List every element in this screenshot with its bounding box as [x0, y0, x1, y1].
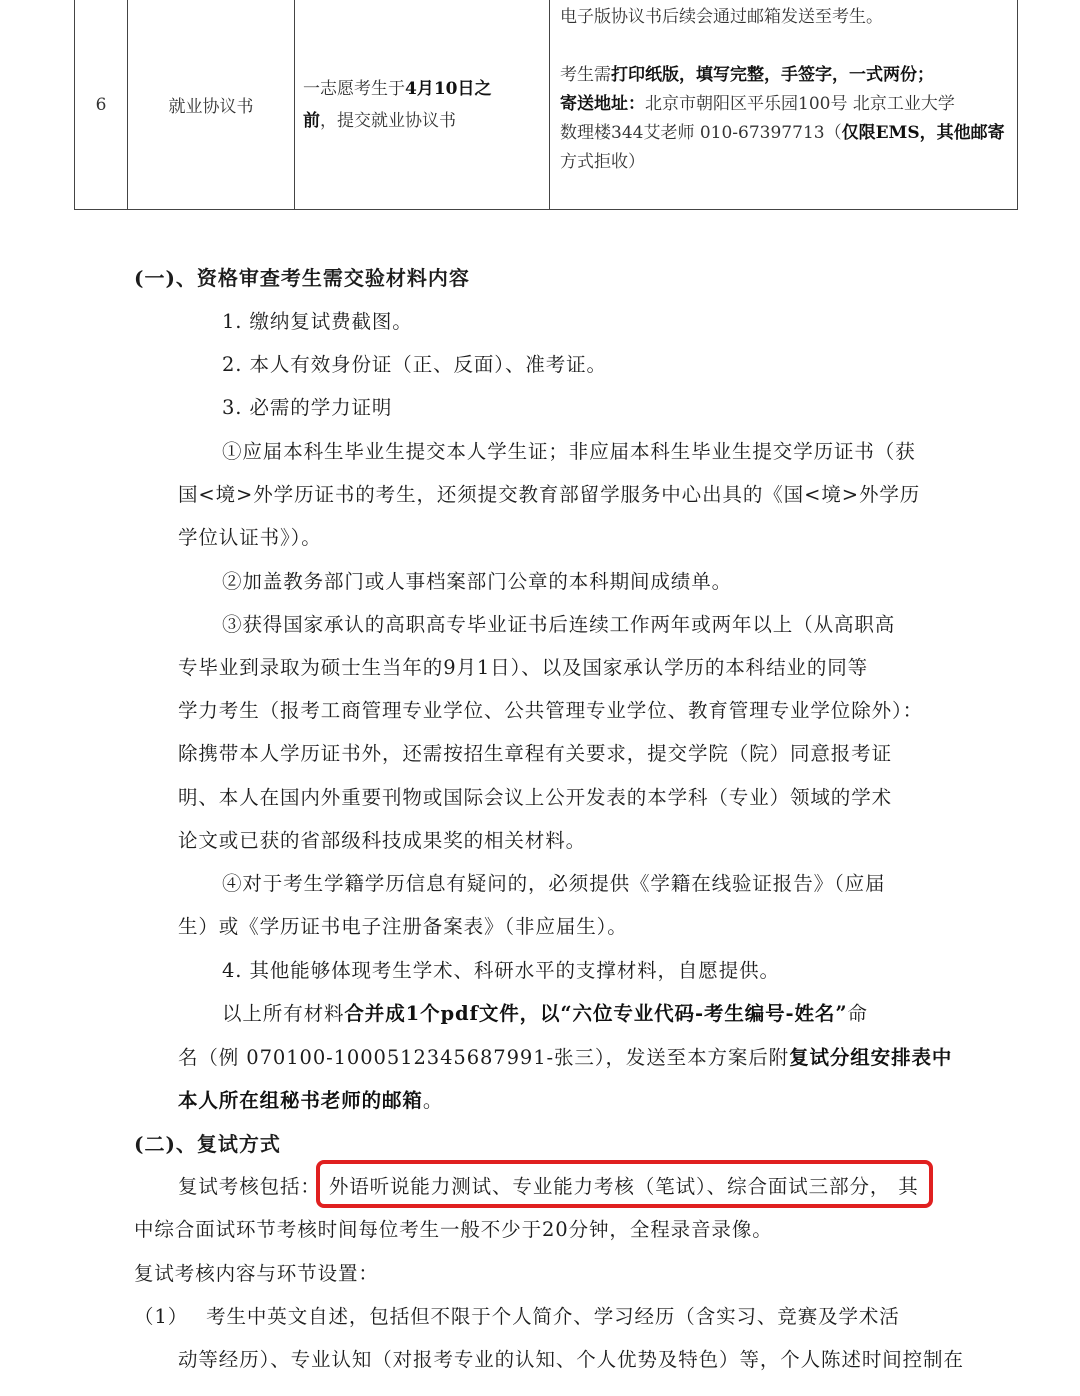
paragraph-line: 名（例 070100-1000512345687991-张三），发送至本方案后附复试分组安排表中	[178, 1046, 953, 1069]
paragraph-line: 论文或已获的省部级科技成果奖的相关材料。	[178, 829, 587, 852]
paragraph-line: 生）或《学历证书电子注册备案表》（非应届生）。	[178, 915, 628, 938]
section-heading: (二)、复试方式	[134, 1132, 281, 1156]
paragraph-line: ③获得国家承认的高职高专毕业证书后连续工作两年或两年以上（从高职高	[222, 613, 896, 636]
paragraph-line: 除携带本人学历证书外，还需按招生章程有关要求，提交学院（院）同意报考证	[178, 742, 893, 765]
item-name: 就业协议书	[128, 0, 295, 210]
paragraph-line: 国<境>外学历证书的考生，还须提交教育部留学服务中心出具的《国<境>外学历	[178, 483, 921, 506]
paragraph-line: 学力考生（报考工商管理专业学位、公共管理专业学位、教育管理专业学位除外）：	[178, 699, 924, 722]
paragraph-line: ①应届本科生毕业生提交本人学生证；非应届本科生毕业生提交学历证书（获	[222, 440, 916, 463]
table-row	[75, 0, 1018, 210]
paragraph-line: 动等经历）、专业认知（对报考专业的认知、个人优势及特色）等，个人陈述时间控制在	[178, 1348, 964, 1371]
paragraph-line: 3. 必需的学力证明	[222, 396, 393, 419]
highlighted-text: 外语听说能力测试、专业能力考核（笔试）、综合面试三部分，	[328, 1175, 891, 1198]
paragraph-line: 中综合面试环节考核时间每位考生一般不少于20分钟，全程录音录像。	[134, 1218, 773, 1241]
desc-line: 考生需打印纸版，填写完整，手签字，一式两份；	[560, 65, 934, 85]
paragraph-line: 4. 其他能够体现考生学术、科研水平的支撑材料，自愿提供。	[222, 959, 780, 982]
desc-line: 电子版协议书后续会通过邮箱发送至考生。	[560, 7, 883, 27]
row-number: 6	[75, 0, 128, 210]
paragraph-line: 1. 缴纳复试费截图。	[222, 310, 413, 333]
red-highlight-box	[316, 1160, 933, 1208]
paragraph-line: 明、本人在国内外重要刊物或国际会议上公开发表的本学科（专业）领域的学术	[178, 786, 893, 809]
paragraph-line: 2. 本人有效身份证（正、反面）、准考证。	[222, 353, 607, 376]
desc-line: 数理楼344艾老师 010-67397713（仅限EMS，其他邮寄	[560, 123, 1005, 143]
paragraph-line: （1） 考生中英文自述，包括但不限于个人简介、学习经历（含实习、竞赛及学术活	[134, 1305, 900, 1328]
requirement-description	[550, 0, 1018, 210]
desc-line: 寄送地址：北京市朝阳区平乐园100号 北京工业大学	[560, 94, 955, 114]
materials-table	[74, 0, 1018, 210]
paragraph-line: 本人所在组秘书老师的邮箱。	[178, 1089, 444, 1112]
submission-time: 一志愿考生于4月10日之 前，提交就业协议书	[295, 0, 550, 210]
paragraph-line: 以上所有材料合并成1个pdf文件，以“六位专业代码-考生编号-姓名”命	[222, 1002, 868, 1025]
paragraph-line: 专毕业到录取为硕士生当年的9月1日）、以及国家承认学历的本科结业的同等	[178, 656, 869, 679]
paragraph-line: 复试考核包括： 外语听说能力测试、专业能力考核（笔试）、综合面试三部分， 其	[178, 1175, 919, 1198]
paragraph-line: 复试考核内容与环节设置：	[134, 1262, 379, 1285]
section-heading: (一)、资格审查考生需交验材料内容	[134, 266, 470, 290]
paragraph-line: ④对于考生学籍学历信息有疑问的，必须提供《学籍在线验证报告》（应届	[222, 872, 886, 895]
paragraph-line: 学位认证书》）。	[178, 526, 322, 549]
desc-line: 方式拒收）	[560, 152, 645, 172]
paragraph-line: ②加盖教务部门或人事档案部门公章的本科期间成绩单。	[222, 570, 733, 593]
